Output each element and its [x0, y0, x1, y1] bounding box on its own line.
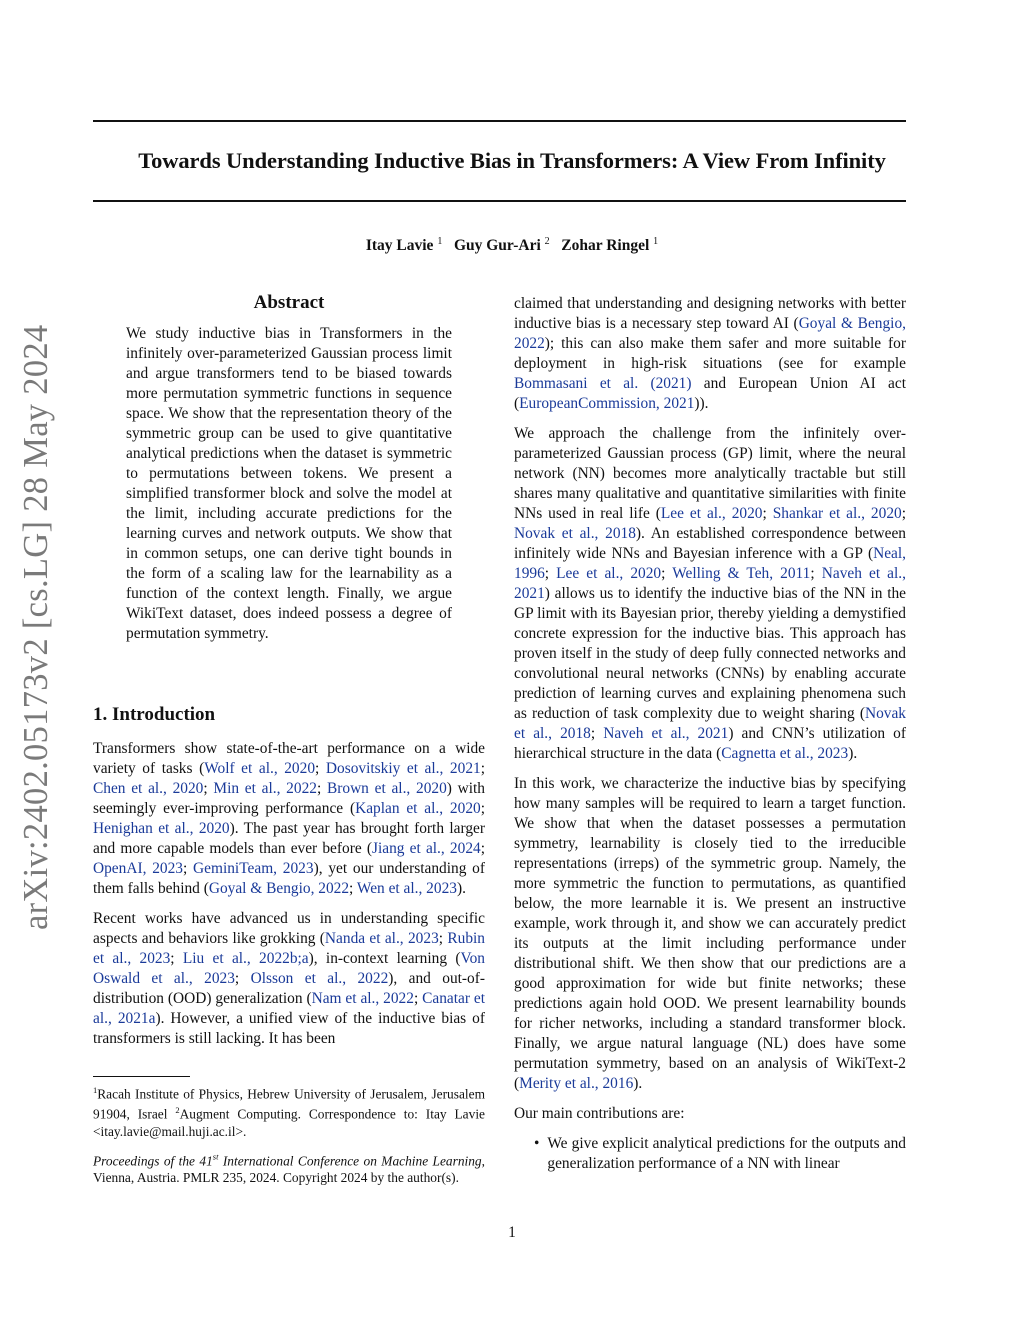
citation-link[interactable]: Von Oswald et al., 2023: [93, 950, 485, 987]
introduction-body: [93, 739, 485, 1059]
bullet-text: We give explicit analytical predictions for the outputs and generalization performance of a NN with linear: [547, 1135, 906, 1172]
citation-link[interactable]: EuropeanCommission, 2021: [519, 395, 695, 412]
author-affiliation: 2: [544, 236, 550, 247]
section-heading-introduction: 1. Introduction: [93, 704, 216, 725]
affiliation-footnote: $^1$Racah Institute of Physics, Hebrew University of Jerusalem, Jerusalem 91904, Israel $^2$Augment Computing. Correspondence to: Itay Lavie <itay.lavie@mail.huji.ac.il>.: [93, 1085, 485, 1139]
citation-link[interactable]: Jiang et al., 2024: [371, 840, 481, 857]
citation-link[interactable]: Naveh et al., 2021: [514, 565, 906, 602]
footnote-rule: [93, 1076, 190, 1077]
author-list: [0, 236, 1024, 255]
abstract-heading: Abstract: [253, 292, 325, 313]
citation-link[interactable]: Nanda et al., 2023: [324, 930, 439, 947]
citation-link[interactable]: Neal, 1996: [514, 545, 906, 582]
citation-link[interactable]: Henighan et al., 2020: [93, 820, 230, 837]
citation-link[interactable]: Wen et al., 2023: [356, 880, 457, 897]
citation-link[interactable]: Goyal & Bengio, 2022: [208, 880, 350, 897]
citation-link[interactable]: OpenAI, 2023: [93, 860, 183, 877]
citation-link[interactable]: Dosovitskiy et al., 2021: [325, 760, 481, 777]
citation-link[interactable]: Chen et al., 2020: [93, 780, 204, 797]
footnotes: [93, 1082, 485, 1195]
abstract-text: We study inductive bias in Transformers in the infinitely over-parameterized Gaussian process limit and argue transformers tend to be biased towards more permutation symmetric functions in sequence space. We show that the representation theory of the symmetric group can be used to give quantitative analytical predictions when the dataset is symmetric to permutations between tokens. We present a simplified transformer block and solve the model at the limit, including accurate predictions for the learning curves and network outputs. We show that in common setups, one can derive tight bounds in the form of a scaling law for the learnability as a function of the context length. Finally, we argue WikiText dataset, does indeed possess a degree of permutation symmetry.: [126, 325, 452, 642]
paragraph: Transformers show state-of-the-art performance on a wide variety of tasks (Wolf et al., 2020; Dosovitskiy et al., 2021; Chen et al., 2020; Min et al., 2022; Brown et al., 2020) with seemingly ever-improving performance (Kaplan et al., 2020; Henighan et al., 2020). The past year has brought forth larger and more capable models than ever before (Jiang et al., 2024; OpenAI, 2023; GeminiTeam, 2023), yet our understanding of them falls behind (Goyal & Bengio, 2022; Wen et al., 2023).: [93, 740, 486, 897]
citation-link[interactable]: Bommasani et al. (2021): [514, 375, 692, 392]
citation-link[interactable]: Olsson et al., 2022: [250, 970, 389, 987]
author-name: Guy Gur-Ari: [453, 237, 541, 255]
paragraph: In this work, we characterize the inductive bias by specifying how many samples will be required to learn a target function. We show that when the dataset possesses a permutation symmetry, learnability is closely tied to the irreducible representations (irreps) of the symmetric group. Namely, the more symmetric the function to permutations, as quantified below, the more learnable it is. We present an instructive example, work through it, and show we can accurately predict its outputs at the limit including performance under distributional shift. We then show that our predictions are a good approximation for wide but finite networks; these predictions again hold OOD. We present learnability bounds for richer networks, including a standard transformer block. Finally, we argue natural language (NL) does have some permutation symmetry, based on an analysis of WikiText-2 (Merity et al., 2016).: [514, 775, 906, 1092]
paragraph: Recent works have advanced us in understanding specific aspects and behaviors like grokking (Nanda et al., 2023; Rubin et al., 2023; Liu et al., 2022b;a), in-context learning (Von Oswald et al., 2023; Olsson et al., 2022), and out-of-distribution (OOD) generalization (Nam et al., 2022; Canatar et al., 2021a). However, a unified view of the inductive bias of transformers is still lacking. It has been: [93, 910, 486, 1047]
citation-link[interactable]: Lee et al., 2020: [556, 565, 662, 582]
citation-link[interactable]: GeminiTeam, 2023: [193, 860, 314, 877]
page-number: 1: [508, 1224, 516, 1241]
paragraph: We approach the challenge from the infinitely over-parameterized Gaussian process (GP) limit, where the neural network (NN) becomes more analytically tractable but still shares many qualitative and quantitative similarities with finite NNs used in real life (Lee et al., 2020; Shankar et al., 2020; Novak et al., 2018). An established correspondence between infinitely wide NNs and Bayesian inference with a GP (Neal, 1996; Lee et al., 2020; Welling & Teh, 2011; Naveh et al., 2021) allows us to identify the inductive bias of the NN in the GP limit with its Bayesian prior, thereby yielding a demystified concrete expression for the inductive bias. This approach has proven itself in the study of deep fully connected networks and convolutional neural networks (CNNs) by enabling accurate prediction of learning curves and explaining phenomena such as reduction of task complexity due to weight sharing (Novak et al., 2018; Naveh et al., 2021) and CNN’s utilization of hierarchical structure in the data (Cagnetta et al., 2023).: [514, 425, 907, 762]
author-affiliation: 1: [437, 236, 443, 247]
citation-link[interactable]: Min et al., 2022: [213, 780, 317, 797]
citation-link[interactable]: Brown et al., 2020: [326, 780, 447, 797]
citation-link[interactable]: Liu et al., 2022b;a: [182, 950, 309, 967]
citation-link[interactable]: Lee et al., 2020: [660, 505, 763, 522]
author-name: Zohar Ringel: [561, 237, 650, 255]
citation-link[interactable]: Nam et al., 2022: [311, 990, 414, 1007]
title-bottom-rule: [93, 200, 906, 202]
author-name: Itay Lavie: [365, 237, 434, 255]
paper-title: Towards Understanding Inductive Bias in Transformers: A View From Infinity: [138, 148, 886, 173]
citation-link[interactable]: Wolf et al., 2020: [204, 760, 316, 777]
citation-link[interactable]: Kaplan et al., 2020: [355, 800, 481, 817]
bullet-mark: •: [534, 1135, 540, 1152]
citation-link[interactable]: Goyal & Bengio, 2022: [514, 315, 906, 352]
citation-link[interactable]: Novak et al., 2018: [514, 705, 906, 742]
right-column: [514, 294, 906, 1174]
contribution-bullet: [514, 1134, 906, 1174]
author-affiliation: 1: [653, 236, 659, 247]
proceedings-note: Proceedings of the 41st International Conference on Machine Learning, Vienna, Austria. PMLR 235, 2024. Copyright 2024 by the author(s).: [93, 1151, 485, 1186]
paragraph: claimed that understanding and designing networks with better inductive bias is a necessary step toward AI (Goyal & Bengio, 2022); this can also make them safer and more suitable for deployment in high-risk situations (see for example Bommasani et al. (2021) and European Union AI act (EuropeanCommission, 2021)).: [514, 295, 906, 412]
citation-link[interactable]: Naveh et al., 2021: [603, 725, 729, 742]
citation-link[interactable]: Merity et al., 2016: [519, 1075, 634, 1092]
citation-link[interactable]: Shankar et al., 2020: [772, 505, 902, 522]
citation-link[interactable]: Welling & Teh, 2011: [672, 565, 811, 582]
title-top-rule: [93, 120, 906, 122]
abstract-body: [126, 324, 452, 654]
paragraph: Our main contributions are:: [514, 1105, 685, 1122]
citation-link[interactable]: Canatar et al., 2021a: [93, 990, 485, 1027]
citation-link[interactable]: Rubin et al., 2023: [93, 930, 486, 967]
citation-link[interactable]: Cagnetta et al., 2023: [721, 745, 849, 762]
arxiv-stamp: arXiv:2402.05173v2 [cs.LG] 28 May 2024: [17, 324, 55, 930]
citation-link[interactable]: Novak et al., 2018: [514, 525, 636, 542]
